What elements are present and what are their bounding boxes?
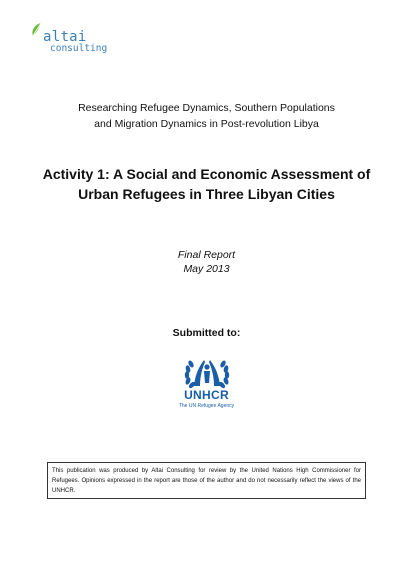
subtitle-line-1: Researching Refugee Dynamics, Southern Populations: [78, 102, 335, 114]
report-date: May 2013: [183, 263, 230, 275]
altai-logo-icon: [30, 22, 44, 38]
logo-wordmark: altai: [43, 29, 87, 45]
unhcr-tagline: The UN Refugee Agency: [178, 403, 235, 409]
logo-subtext: consulting: [50, 43, 108, 54]
disclaimer-box: This publication was produced by Altai Consulting for review by the United Nations High Commissioner for Refugees. Opinions expressed in the report are those of the author and do not necessarily reflect the views of the UNHCR.: [47, 462, 366, 499]
title-line-1: Activity 1: A Social and Economic Assessment of: [42, 166, 371, 182]
unhcr-wordmark: UNHCR: [184, 388, 229, 402]
submitted-to-label: Submitted to:: [172, 327, 241, 339]
subtitle-line-2: and Migration Dynamics in Post-revolution Libya: [94, 118, 319, 130]
report-type: Final Report: [177, 249, 236, 261]
project-subtitle: [0, 100, 413, 132]
report-title: [0, 164, 413, 204]
report-info: [0, 248, 413, 276]
title-line-2: Urban Refugees in Three Libyan Cities: [78, 186, 335, 202]
altai-logo: [30, 22, 110, 56]
